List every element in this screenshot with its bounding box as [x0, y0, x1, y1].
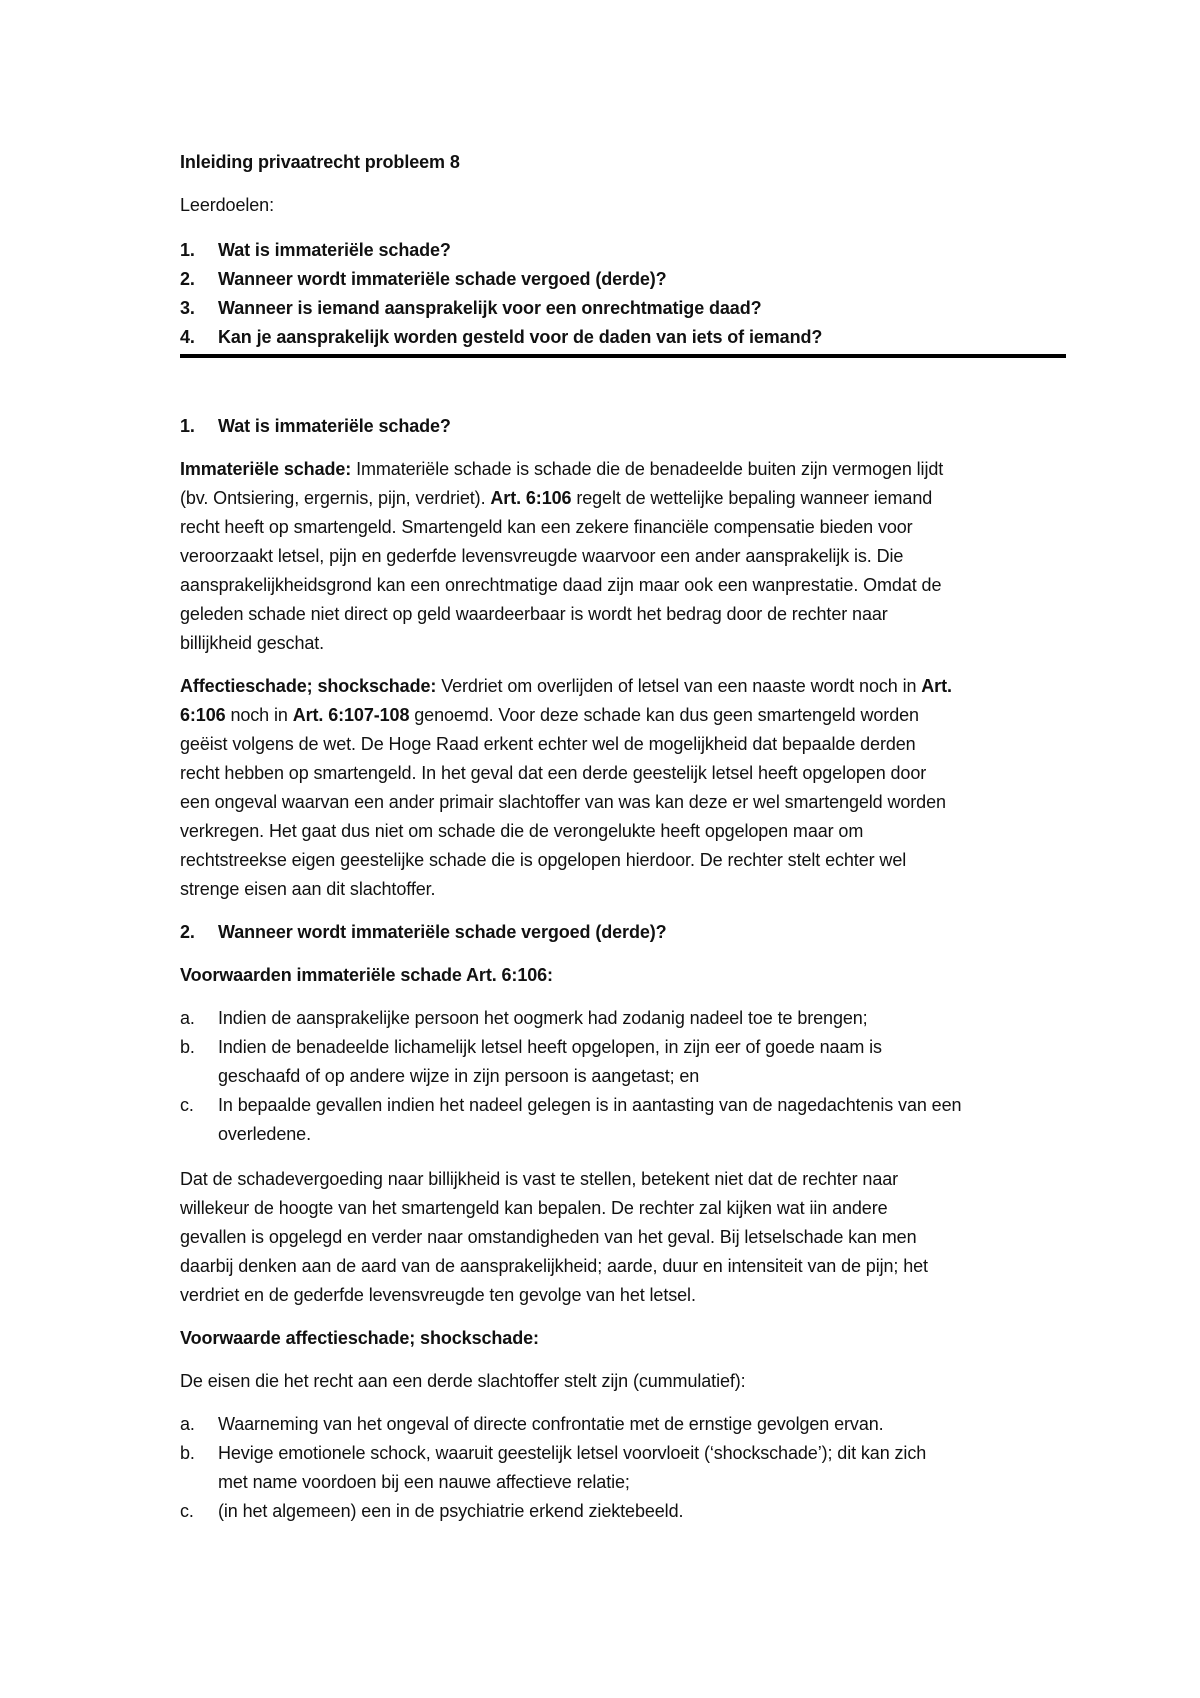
text-line [180, 672, 1066, 701]
text-line [180, 1252, 1066, 1281]
text: recht heeft op smartengeld. Smartengeld kan een zekere financiële compensatie bieden voor [180, 517, 913, 537]
section-heading-text: Wanneer wordt immateriële schade vergoed (derde)? [218, 922, 667, 942]
goal-item [180, 294, 1066, 323]
goal-number: 2. [180, 269, 195, 289]
learning-goals-list [180, 236, 1066, 352]
text-line [180, 1281, 1066, 1310]
bold-text: Affectieschade; shockschade: [180, 676, 437, 696]
text-line [180, 759, 1066, 788]
list-item [180, 1439, 1066, 1497]
paragraph-schadevergoeding [180, 1165, 1066, 1310]
text-line [180, 455, 1066, 484]
goal-number: 3. [180, 298, 195, 318]
text-line [180, 484, 1066, 513]
text: regelt de wettelijke bepaling wanneer iemand [571, 488, 933, 508]
list-item-text: Hevige emotionele schock, waaruit geestelijk letsel voorvloeit (‘shockschade’); dit kan zich [218, 1443, 927, 1463]
bold-text: 6:106 [180, 705, 226, 725]
goal-number: 4. [180, 327, 195, 347]
text: Immateriële schade is schade die de benadeelde buiten zijn vermogen lijdt [351, 459, 944, 479]
text: Verdriet om overlijden of letsel van een naaste wordt noch in [436, 676, 922, 696]
requirements-list [180, 1410, 1066, 1526]
list-marker: c. [180, 1095, 194, 1115]
section-1-heading [180, 412, 1066, 441]
goal-item [180, 265, 1066, 294]
list-item [180, 1033, 1066, 1091]
text-line [180, 1165, 1066, 1194]
text: geleden schade niet direct op geld waardeerbaar is wordt het bedrag door de rechter naar [180, 604, 888, 624]
bold-text: Art. 6:107-108 [292, 705, 410, 725]
text: gevallen is opgelegd en verder naar omstandigheden van het geval. Bij letselschade kan men [180, 1227, 917, 1247]
section-2-heading [180, 918, 1066, 947]
list-item [180, 1410, 1066, 1439]
text: genoemd. Voor deze schade kan dus geen smartengeld worden [409, 705, 919, 725]
text-line [180, 730, 1066, 759]
text: (bv. Ontsiering, ergernis, pijn, verdriet). [180, 488, 491, 508]
paragraph-affectieschade [180, 672, 1066, 904]
text: aansprakelijkheidsgrond kan een onrechtmatige daad zijn maar ook een wanprestatie. Omdat de [180, 575, 942, 595]
section-number: 1. [180, 416, 195, 436]
list-item-text: met name voordoen bij een nauwe affectieve relatie; [218, 1472, 630, 1492]
text: geëist volgens de wet. De Hoge Raad erkent echter wel de mogelijkheid dat bepaalde derden [180, 734, 916, 754]
goal-text: Wat is immateriële schade? [218, 240, 451, 260]
list-item-text: In bepaalde gevallen indien het nadeel gelegen is in aantasting van de nagedachtenis van een [218, 1095, 962, 1115]
text-line [180, 875, 1066, 904]
text-line [180, 1223, 1066, 1252]
document-title: Inleiding privaatrecht probleem 8 [180, 152, 460, 172]
text-line [180, 817, 1066, 846]
text-line [180, 1194, 1066, 1223]
text-line [180, 788, 1066, 817]
text: verkregen. Het gaat dus niet om schade die de verongelukte heeft opgelopen maar om [180, 821, 864, 841]
goal-text: Wanneer wordt immateriële schade vergoed (derde)? [218, 269, 667, 289]
text: verdriet en de gederfde levensvreugde ten gevolge van het letsel. [180, 1285, 696, 1305]
text: noch in [225, 705, 293, 725]
document-content [180, 148, 1066, 1526]
list-marker: b. [180, 1037, 195, 1057]
bold-text: Art. [921, 676, 952, 696]
list-item-text: Indien de aansprakelijke persoon het oogmerk had zodanig nadeel toe te brengen; [218, 1008, 868, 1028]
text: rechtstreekse eigen geestelijke schade die is opgelopen hierdoor. De rechter stelt echter wel [180, 850, 907, 870]
section-number: 2. [180, 922, 195, 942]
text: strenge eisen aan dit slachtoffer. [180, 879, 436, 899]
list-item-text: (in het algemeen) een in de psychiatrie erkend ziektebeeld. [218, 1501, 684, 1521]
section-heading-text: Wat is immateriële schade? [218, 416, 451, 436]
list-item-text: geschaafd of op andere wijze in zijn persoon is aangetast; en [218, 1066, 700, 1086]
text-line [180, 846, 1066, 875]
text: willekeur de hoogte van het smartengeld kan bepalen. De rechter zal kijken wat iin andere [180, 1198, 888, 1218]
conditions-list [180, 1004, 1066, 1149]
goal-item [180, 323, 1066, 352]
subheading-voorwaarden: Voorwaarden immateriële schade Art. 6:106: [180, 965, 553, 985]
list-item-text: overledene. [218, 1124, 311, 1144]
paragraph-immateriele-schade [180, 455, 1066, 658]
text-line [180, 629, 1066, 658]
text: veroorzaakt letsel, pijn en gederfde levensvreugde waarvoor een ander aansprakelijk is. Die [180, 546, 904, 566]
text-line [180, 701, 1066, 730]
goal-text: Kan je aansprakelijk worden gesteld voor de daden van iets of iemand? [218, 327, 823, 347]
list-item [180, 1497, 1066, 1526]
goals-label: Leerdoelen: [180, 195, 274, 215]
requirements-intro: De eisen die het recht aan een derde slachtoffer stelt zijn (cummulatief): [180, 1371, 746, 1391]
text-line [180, 571, 1066, 600]
text-line [180, 513, 1066, 542]
goal-text: Wanneer is iemand aansprakelijk voor een onrechtmatige daad? [218, 298, 762, 318]
list-marker: a. [180, 1008, 195, 1028]
subheading-affectieschade: Voorwaarde affectieschade; shockschade: [180, 1328, 539, 1348]
text-line [180, 600, 1066, 629]
goal-item [180, 236, 1066, 265]
text: daarbij denken aan de aard van de aansprakelijkheid; aarde, duur en intensiteit van de pijn; het [180, 1256, 928, 1276]
list-item [180, 1004, 1066, 1033]
text: recht hebben op smartengeld. In het geval dat een derde geestelijk letsel heeft opgelopen door [180, 763, 927, 783]
bold-text: Art. 6:106 [490, 488, 572, 508]
text-line [180, 542, 1066, 571]
list-marker: a. [180, 1414, 195, 1434]
text: billijkheid geschat. [180, 633, 325, 653]
list-marker: c. [180, 1501, 194, 1521]
list-marker: b. [180, 1443, 195, 1463]
text: Dat de schadevergoeding naar billijkheid is vast te stellen, betekent niet dat de rechter naar [180, 1169, 899, 1189]
list-item [180, 1091, 1066, 1149]
goal-number: 1. [180, 240, 195, 260]
list-item-text: Waarneming van het ongeval of directe confrontatie met de ernstige gevolgen ervan. [218, 1414, 884, 1434]
text: een ongeval waarvan een ander primair slachtoffer van was kan deze er wel smartengeld worden [180, 792, 946, 812]
bold-text: Immateriële schade: [180, 459, 352, 479]
list-item-text: Indien de benadeelde lichamelijk letsel heeft opgelopen, in zijn eer of goede naam is [218, 1037, 882, 1057]
